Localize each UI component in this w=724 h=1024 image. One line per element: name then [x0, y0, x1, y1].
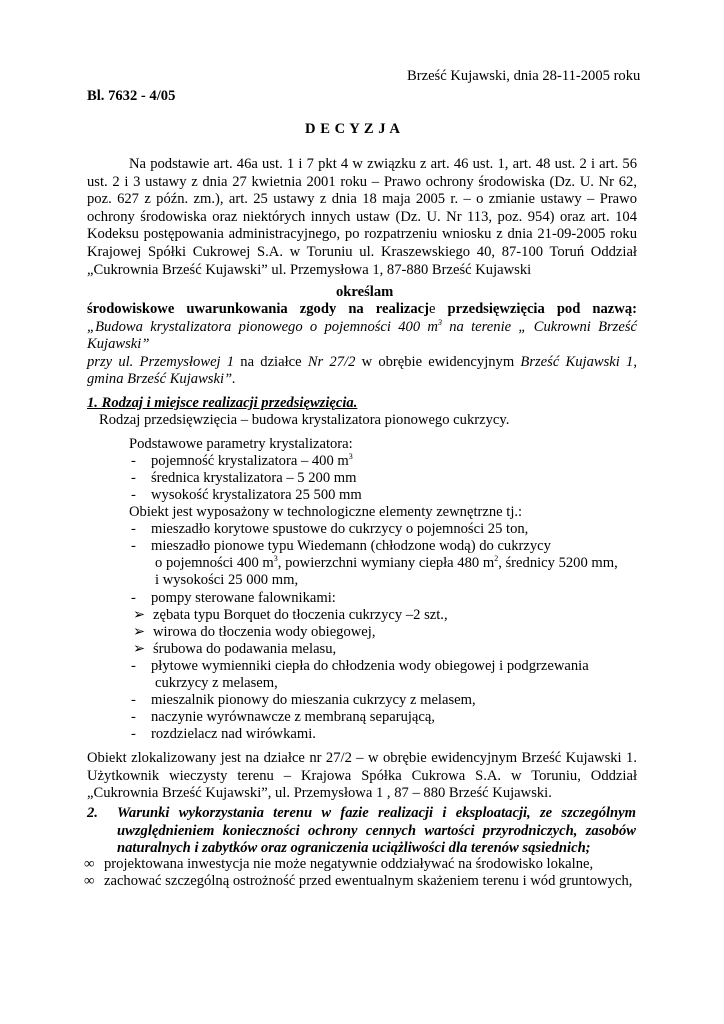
- list-item: - płytowe wymienniki ciepła do chłodzenia wody obiegowej i podgrzewania: [131, 658, 589, 674]
- location-line: gmina Brześć Kujawski”.: [87, 371, 236, 388]
- intro-paragraph: [87, 156, 637, 279]
- list-item-continuation: i wysokości 25 000 mm,: [155, 572, 299, 588]
- intro-line: „Cukrownia Brześć Kujawski” ul. Przemysłowa 1, 87-880 Brześć Kujawski: [87, 261, 532, 278]
- params-heading: Podstawowe parametry krystalizatora:: [129, 436, 353, 452]
- project-name-line: „Budowa krystalizatora pionowego o pojemności 400 $m^3$ na terenie „ Cukrowni Brześć: [87, 317, 637, 335]
- list-item: ➢ wirowa do tłoczenia wody obiegowej,: [133, 624, 376, 640]
- arrow-bullet-icon: ➢: [133, 624, 146, 640]
- infinity-bullet-icon: ∞: [84, 856, 95, 872]
- section2-number: 2.: [87, 805, 98, 821]
- list-item: - pojemność krystalizatora – 400 $m^3$: [131, 452, 353, 469]
- dash-bullet: -: [131, 470, 136, 486]
- list-item: - wysokość krystalizatora 25 500 mm: [131, 487, 362, 503]
- section2-heading-line: uwzględnieniem konieczności ochrony cennych wartości przyrodniczych, zasobów: [117, 822, 636, 839]
- dash-bullet: -: [131, 658, 136, 674]
- dash-bullet: -: [131, 487, 136, 503]
- determine-subject: [87, 301, 637, 389]
- decision-title: D E C Y Z J A: [305, 121, 401, 137]
- section1-heading: 1. Rodzaj i miejsce realizacji przedsięwzięcia.: [87, 395, 358, 411]
- project-name-line: Kujawski”: [87, 336, 150, 353]
- dash-bullet: -: [131, 709, 136, 725]
- intro-line: ochrony środowiska oraz niektórych innych ustaw (Dz. U. Nr 113, poz. 954) oraz art. 104: [87, 208, 637, 225]
- arrow-bullet-icon: ➢: [133, 607, 146, 623]
- location-paragraph: [87, 750, 637, 803]
- intro-line: poz. 627 z późn. zm.), art. 25 ustawy z dnia 18 maja 2005 r. – o zmianie ustawy – Prawo: [87, 191, 637, 208]
- dash-bullet: -: [131, 692, 136, 708]
- dash-bullet: -: [131, 521, 136, 537]
- condition-item: ∞ projektowana inwestycja nie może negatywnie oddziaływać na środowisko lokalne,: [84, 856, 594, 872]
- list-item-continuation: cukrzycy z melasem,: [155, 675, 278, 691]
- section2-heading-line: Warunki wykorzystania terenu w fazie realizacji i eksploatacji, ze szczególnym: [117, 805, 636, 821]
- list-item: - mieszalnik pionowy do mieszania cukrzycy z melasem,: [131, 692, 476, 708]
- dash-bullet: -: [131, 453, 136, 469]
- section1-type: Rodzaj przedsięwzięcia – budowa krystalizatora pionowego cukrzycy.: [99, 412, 510, 428]
- list-item: - pompy sterowane falownikami:: [131, 590, 336, 606]
- section2-heading: [117, 805, 636, 858]
- list-item: - mieszadło pionowe typu Wiedemann (chłodzone wodą) do cukrzycy: [131, 538, 551, 554]
- list-item: - średnica krystalizatora – 5 200 mm: [131, 470, 357, 486]
- list-item: ➢ śrubowa do podawania melasu,: [133, 641, 337, 657]
- list-item: ➢ zębata typu Borquet do tłoczenia cukrzycy –2 szt.,: [133, 607, 448, 623]
- subject-line: środowiskowe uwarunkowania zgody na realizacje przedsięwzięcia pod nazwą:: [87, 301, 637, 317]
- section2-heading-line: naturalnych i zabytków oraz ograniczenia uciążliwości dla terenów sąsiednich;: [117, 840, 591, 857]
- intro-line: Na podstawie art. 46a ust. 1 i 7 pkt 4 w związku z art. 46 ust. 1, art. 48 ust. 2 i art. 56: [129, 156, 637, 172]
- determine-heading: określam: [336, 284, 394, 300]
- intro-line: ust. 2 i 3 ustawy z dnia 27 kwietnia 2001 roku – Prawo ochrony środowiska (Dz. U. Nr 62,: [87, 173, 637, 190]
- place-date: Brześć Kujawski, dnia 28-11-2005 roku: [407, 68, 641, 84]
- intro-line: Kodeksu postępowania administracyjnego, po rozpatrzeniu wniosku z dnia 21-09-2005 roku: [87, 226, 637, 243]
- location-text-line: Użytkownik wieczysty terenu – Krajowa Spółka Cukrowa S.A. w Toruniu, Oddział: [87, 767, 637, 784]
- dash-bullet: -: [131, 590, 136, 606]
- arrow-bullet-icon: ➢: [133, 641, 146, 657]
- dash-bullet: -: [131, 538, 136, 554]
- location-text-line: Obiekt zlokalizowany jest na działce nr 27/2 – w obrębie ewidencyjnym Brześć Kujawski 1.: [87, 750, 637, 766]
- infinity-bullet-icon: ∞: [84, 873, 95, 889]
- intro-line: Krajowej Spółki Cukrowej S.A. w Toruniu ul. Kraszewskiego 40, 87-100 Toruń Oddział: [87, 243, 637, 260]
- condition-item: ∞ zachować szczególną ostrożność przed ewentualnym skażeniem terenu i wód gruntowych,: [84, 873, 633, 889]
- list-item-continuation: o pojemności 400 $m^3$, powierzchni wymiany ciepła 480 $m^2$, średnicy 5200 mm,: [155, 554, 618, 571]
- reference-number: Bl. 7632 - 4/05: [87, 88, 176, 104]
- list-item: - naczynie wyrównawcze z membraną separującą,: [131, 709, 436, 725]
- dash-bullet: -: [131, 726, 136, 742]
- equipment-heading: Obiekt jest wyposażony w technologiczne elementy zewnętrzne tj.:: [129, 504, 523, 520]
- list-item: - rozdzielacz nad wirówkami.: [131, 726, 316, 742]
- location-line: przy ul. Przemysłowej 1 na działce Nr 27/2 w obrębie ewidencyjnym Brześć Kujawski 1,: [87, 353, 637, 370]
- location-text-line: „Cukrownia Brześć Kujawski”, ul. Przemysłowa 1 , 87 – 880 Brześć Kujawski.: [87, 785, 552, 802]
- list-item: - mieszadło korytowe spustowe do cukrzycy o pojemności 25 ton,: [131, 521, 529, 537]
